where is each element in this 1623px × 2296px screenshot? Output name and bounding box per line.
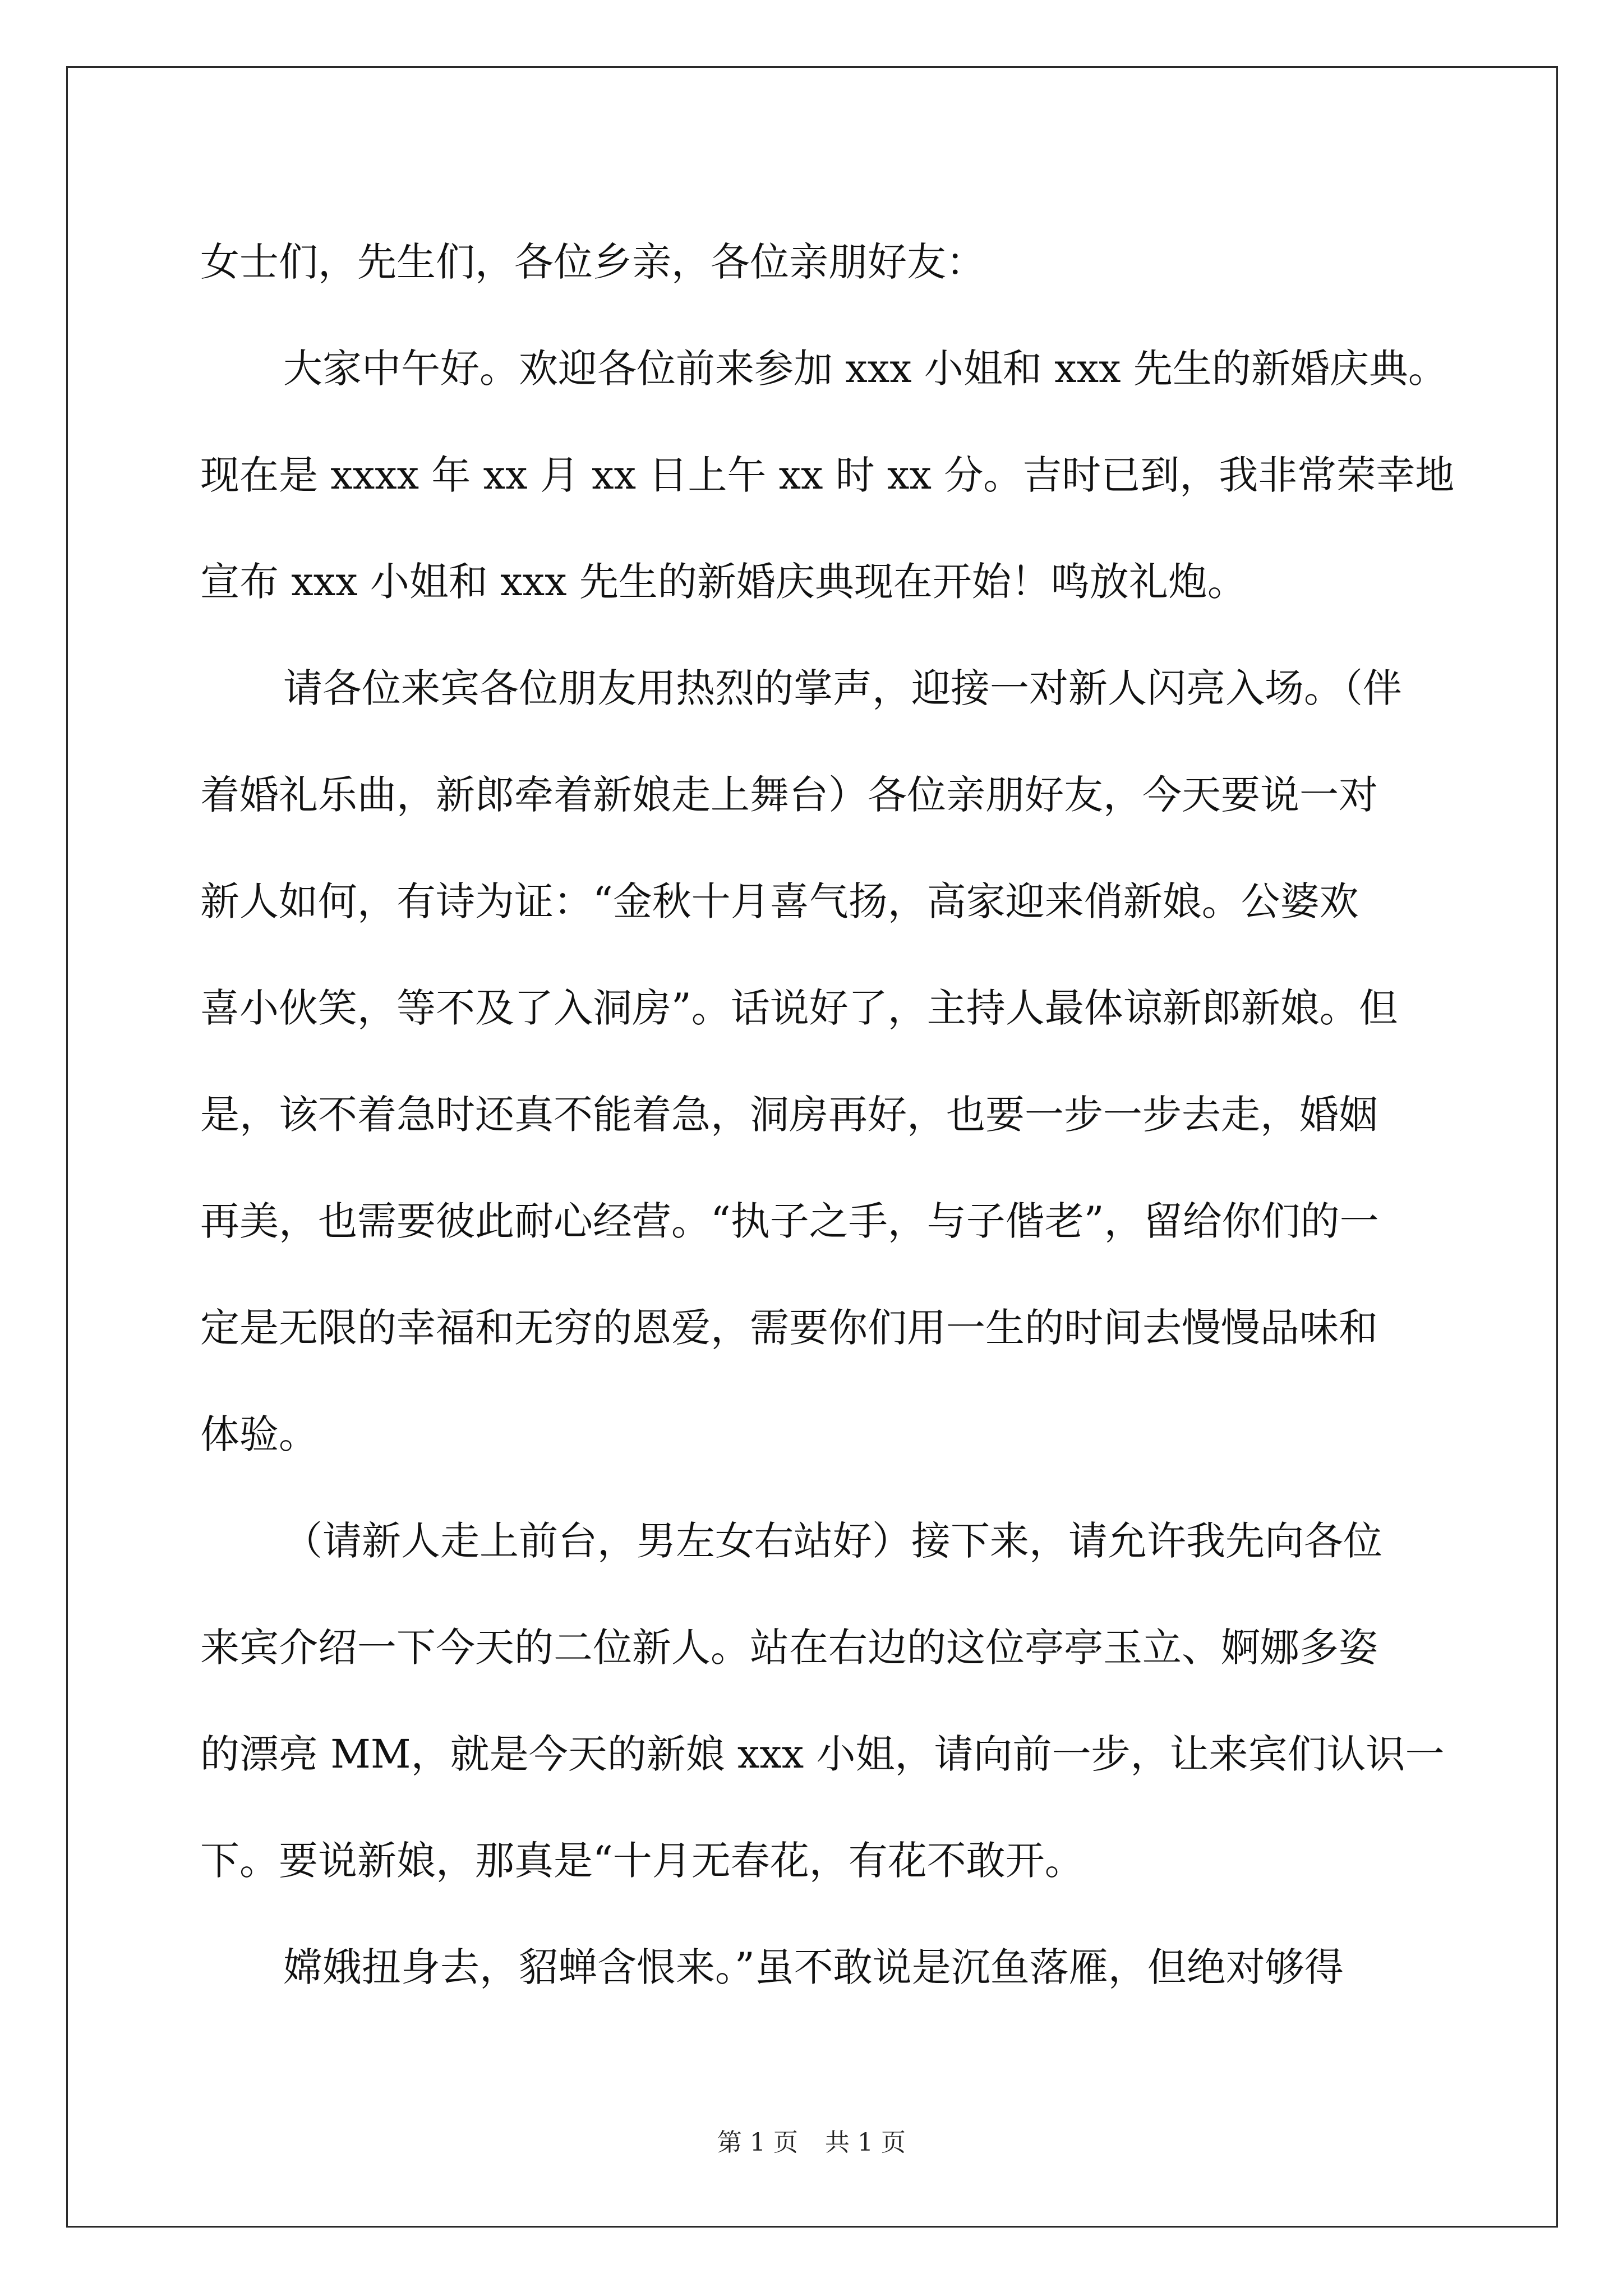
text-line: （请新人走上前台，男左女右站好）接下来，请允许我先向各位 — [283, 1518, 1382, 1564]
text-line: 宣布 xxx 小姐和 xxx 先生的新婚庆典现在开始！鸣放礼炮。 — [200, 559, 1247, 605]
paragraph-2 — [200, 315, 1455, 635]
text-line: 定是无限的幸福和无穷的恩爱，需要你们用一生的时间去慢慢品味和 — [200, 1305, 1378, 1351]
text-line: 请各位来宾各位朋友用热烈的掌声，迎接一对新人闪亮入场。（伴 — [283, 665, 1402, 711]
text-line: 是，该不着急时还真不能着急，洞房再好，也要一步一步去走，婚姻 — [200, 1092, 1378, 1138]
paragraph-3 — [200, 635, 1440, 1488]
text-line: 下。要说新娘，那真是“十月无春花，有花不敢开。 — [200, 1838, 1084, 1884]
text-line: 着婚礼乐曲，新郎牵着新娘走上舞台）各位亲朋好友，今天要说一对 — [200, 772, 1378, 818]
text-line: 现在是 xxxx 年 xx 月 xx 日上午 xx 时 xx 分。吉时已到，我非常荣幸地 — [200, 452, 1455, 498]
paragraph-5 — [200, 1914, 1440, 2021]
text-line: 喜小伙笑，等不及了入洞房”。话说好了，主持人最体谅新郎新娘。但 — [200, 985, 1398, 1031]
text-line: 女士们，先生们，各位乡亲，各位亲朋好友： — [200, 239, 985, 285]
text-line: 来宾介绍一下今天的二位新人。站在右边的这位亭亭玉立、婀娜多姿 — [200, 1625, 1378, 1671]
paragraph-4 — [200, 1488, 1445, 1914]
text-line: 新人如何，有诗为证：“金秋十月喜气扬，高家迎来俏新娘。公婆欢 — [200, 878, 1359, 924]
document-body — [200, 209, 1455, 2021]
text-line: 嫦娥扭身去，貂蝉含恨来。”虽不敢说是沉鱼落雁，但绝对够得 — [283, 1944, 1344, 1990]
paragraph-1 — [200, 209, 1440, 315]
text-line: 体验。 — [200, 1411, 318, 1457]
page-footer — [0, 2126, 1623, 2160]
text-line: 大家中午好。欢迎各位前来参加 xxx 小姐和 xxx 先生的新婚庆典。 — [283, 346, 1447, 392]
page-total: 共 1 页 — [825, 2128, 906, 2157]
page-number: 第 1 页 — [717, 2128, 798, 2157]
text-line: 再美，也需要彼此耐心经营。“执子之手，与子偕老”，留给你们的一 — [200, 1198, 1379, 1244]
text-line: 的漂亮 MM，就是今天的新娘 xxx 小姐，请向前一步，让来宾们认识一 — [200, 1731, 1445, 1777]
